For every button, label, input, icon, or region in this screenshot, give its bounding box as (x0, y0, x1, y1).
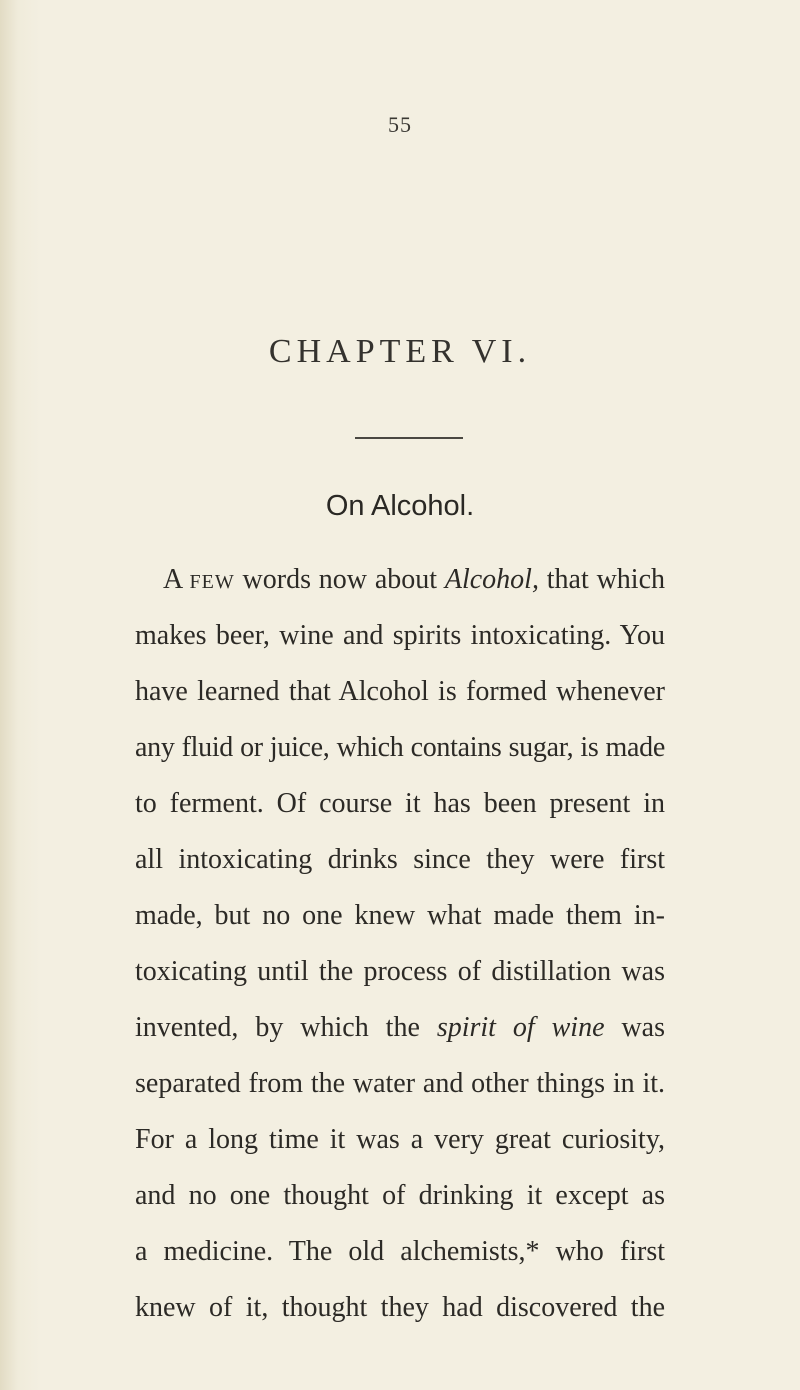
text-run: that which (538, 564, 665, 595)
text-line-3: have learned that Alcohol is formed whenever (135, 676, 665, 707)
chapter-heading: CHAPTER VI. (268, 333, 532, 370)
text-line-13: a medicine. The old alchemists,* who first (135, 1236, 665, 1267)
text-line-5: to ferment. Of course it has been present in (135, 788, 665, 819)
text-line-4: any fluid or juice, which contains sugar, is made (135, 732, 665, 763)
chapter-subheading: On Alcohol. (325, 490, 475, 522)
heading-divider (355, 437, 463, 439)
text-run: was (604, 1012, 666, 1043)
text-line-8: toxicating until the process of distillation was (135, 956, 665, 987)
text-line-6: all intoxicating drinks since they were first (135, 844, 665, 875)
text-run: words now about (234, 564, 445, 595)
text-line-12: and no one thought of drinking it except as (135, 1180, 665, 1211)
small-caps-run: FEW (189, 571, 235, 593)
text-line-10: separated from the water and other things in it. (135, 1068, 665, 1099)
italic-run: Alcohol, (444, 564, 539, 595)
text-run: A (163, 564, 190, 595)
text-line-2: makes beer, wine and spirits intoxicating. You (135, 620, 665, 651)
italic-run: spirit of wine (436, 1012, 605, 1043)
text-line-11: For a long time it was a very great curiosity, (135, 1124, 665, 1155)
text-line-14: knew of it, thought they had discovered the (135, 1292, 665, 1323)
text-line-1 (135, 552, 665, 608)
text-line-7: made, but no one knew what made them in- (135, 900, 665, 931)
body-paragraph (135, 552, 665, 1336)
text-line-9 (135, 1000, 665, 1056)
page-number: 55 (388, 112, 412, 137)
text-run: invented, by which the (135, 1012, 437, 1043)
